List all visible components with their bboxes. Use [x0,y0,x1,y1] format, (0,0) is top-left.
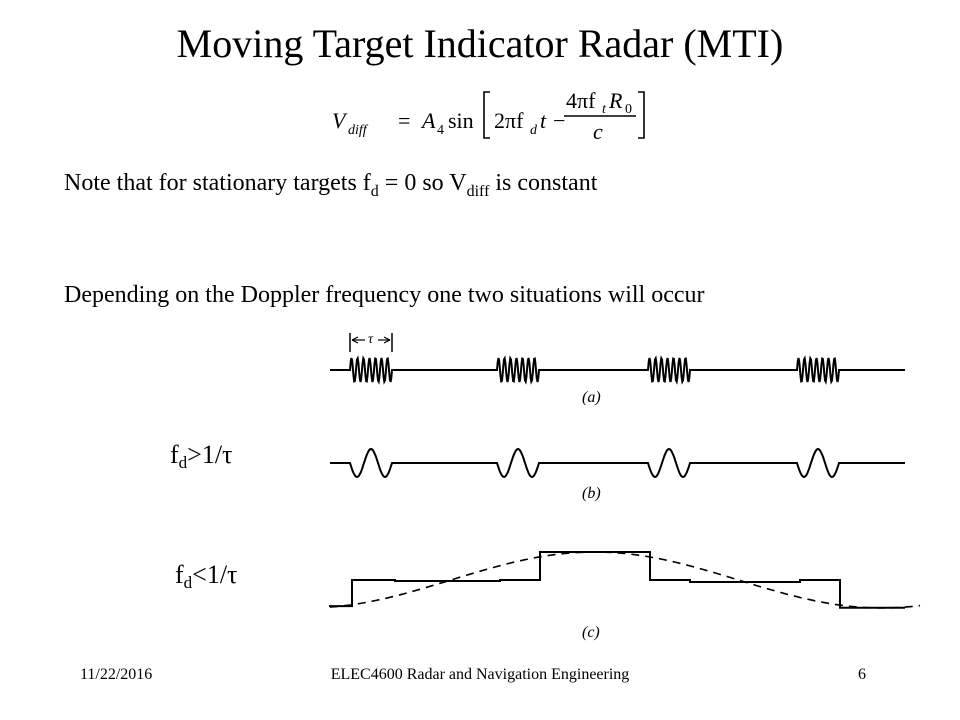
waveform-b [330,449,905,477]
note-part2: = 0 so V [378,170,467,196]
footer-course: ELEC4600 Radar and Navigation Engineering [330,666,630,683]
formula-lhs-sub: diff [348,123,367,138]
waveform-a [330,358,905,382]
formula-arg-first-sub: d [530,123,537,138]
note-part3: is constant [489,170,598,196]
case-c-sub: d [183,573,193,592]
footer-page-number: 6 [858,666,866,683]
formula-equals: = [398,108,411,133]
case-b-f: f [170,440,179,469]
formula-numerator-sub-t: t [602,102,606,117]
doppler-situations-text: Depending on the Doppler frequency one two situations will occur [64,282,705,308]
case-fd-greater [170,440,233,470]
case-b-sub: d [178,453,188,472]
slide-title: Moving Target Indicator Radar (MTI) [176,21,784,66]
case-c-f: f [175,560,184,589]
formula-arg-first: 2πf [494,108,524,133]
footer-date: 11/22/2016 [80,666,153,683]
note-sub2: diff [466,183,490,200]
formula-amplitude-sub: 4 [437,123,444,138]
formula-amplitude: A [422,108,436,133]
case-b-rest: >1/τ [187,440,233,469]
formula-numerator-R: R [609,88,623,113]
caption-c: (c) [582,624,600,641]
caption-b: (b) [582,485,601,502]
formula-numerator-R-sub: 0 [625,102,632,117]
case-fd-less [175,560,238,590]
tau-label: τ [368,332,374,347]
formula-denominator: c [593,119,603,144]
formula-sin: sin [448,108,474,133]
note-sub1: d [370,183,379,200]
case-c-rest: <1/τ [192,560,238,589]
note-part1: Note that for stationary targets f [64,170,371,196]
waveform-c [330,552,905,608]
formula-arg-t: t − [540,108,567,133]
caption-a: (a) [582,389,601,406]
formula-lhs: V [332,108,346,133]
formula-numerator: 4πf [566,88,596,113]
